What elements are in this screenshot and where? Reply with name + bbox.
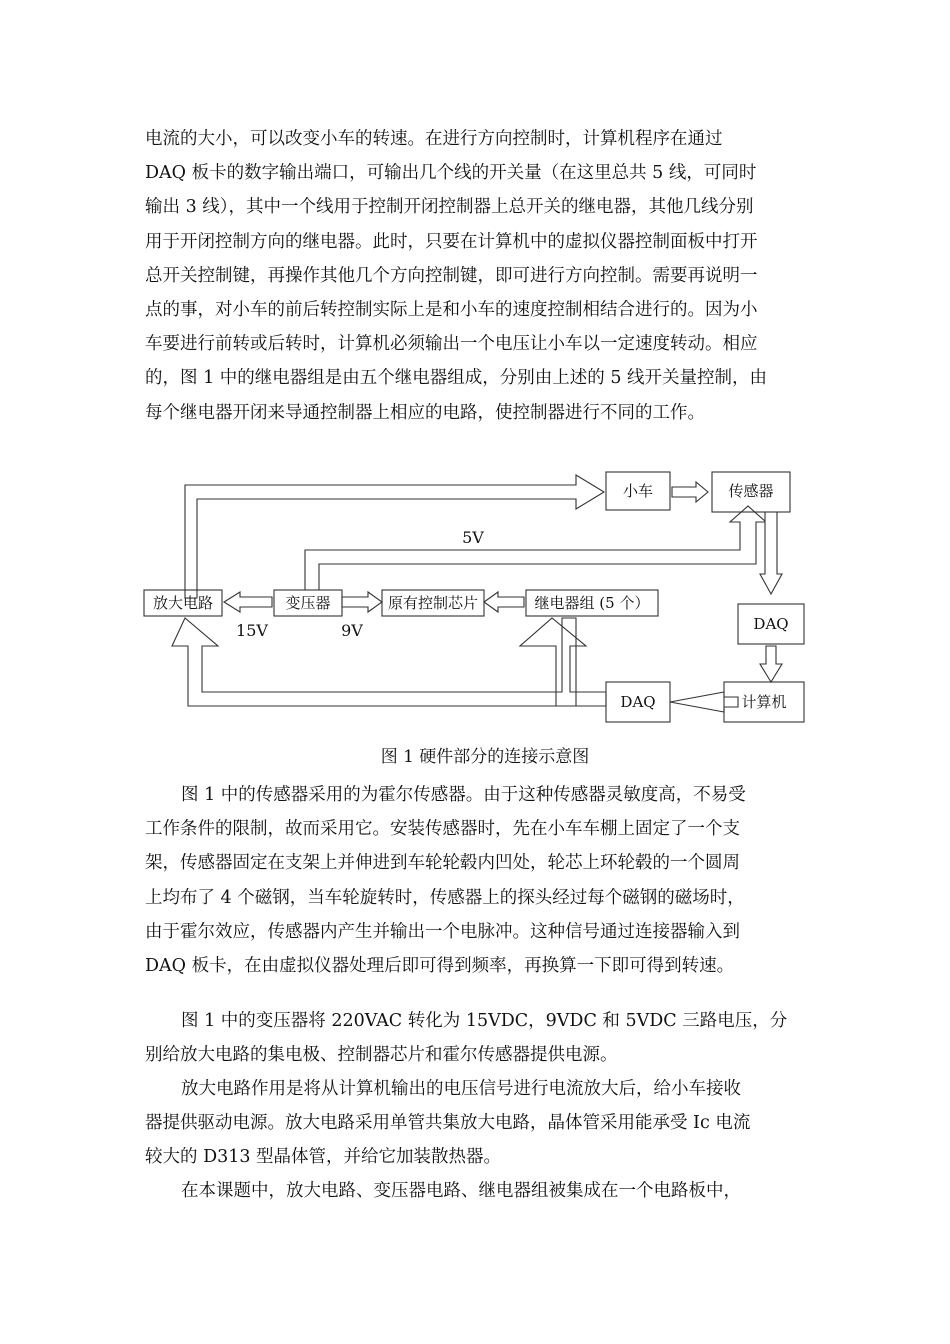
text-line: 点的事，对小车的前后转控制实际上是和小车的速度控制相结合进行的。因为小 <box>145 299 758 320</box>
arrow-relay-to-amp <box>172 618 576 706</box>
text-line: 每个继电器开闭来导通控制器上相应的电路，使控制器进行不同的工作。 <box>145 402 705 423</box>
text-line: 上均布了 4 个磁钢，当车轮旋转时，传感器上的探头经过每个磁钢的磁场时， <box>145 887 745 908</box>
label-daq-bottom: DAQ <box>620 693 656 711</box>
text-line: 由于霍尔效应，传感器内产生并输出一个电脉冲。这种信号通过连接器输入到 <box>145 921 740 942</box>
text-line: 总开关控制键，再操作其他几个方向控制键，即可进行方向控制。需要再说明一 <box>145 265 758 286</box>
text-line: 别给放大电路的集电极、控制器芯片和霍尔传感器提供电源。 <box>145 1045 618 1066</box>
paragraph-5 <box>145 1174 825 1208</box>
text-line: 车要进行前转或后转时，计算机必须输出一个电压让小车以一定速度转动。相应 <box>145 334 758 355</box>
paragraph-4 <box>145 1072 825 1175</box>
text-line: 的，图 1 中的继电器组是由五个继电器组成，分别由上述的 5 线开关量控制，由 <box>145 368 768 389</box>
arrow-car-to-sensor <box>672 482 708 502</box>
label-sensor: 传感器 <box>728 482 774 500</box>
text-line: DAQ 板卡，在由虚拟仪器处理后即可得到频率，再换算一下即可得到转速。 <box>145 955 735 976</box>
figure-caption: 图 1 硬件部分的连接示意图 <box>380 747 590 767</box>
arrow-transformer-to-amp <box>224 592 272 612</box>
label-chip: 原有控制芯片 <box>387 594 479 612</box>
text-line: 较大的 D313 型晶体管，并给它加装散热器。 <box>145 1147 502 1168</box>
arrow-transformer-to-chip <box>342 592 382 612</box>
label-amplifier: 放大电路 <box>152 594 214 612</box>
text-line: 架，传感器固定在支架上并伸进到车轮轮毂内凹处，轮芯上环轮毂的一个圆周 <box>145 853 740 874</box>
text-line: 工作条件的限制，故而采用它。安装传感器时，先在小车车棚上固定了一个支 <box>145 819 740 840</box>
arrow-amp-to-car <box>185 475 604 598</box>
label-daq-right: DAQ <box>753 615 789 633</box>
text-line: 用于开闭控制方向的继电器。此时，只要在计算机中的虚拟仪器控制面板中打开 <box>145 231 758 252</box>
label-5v: 5V <box>462 528 484 547</box>
arrow-daq-to-relay <box>520 618 606 706</box>
arrow-relay-to-chip <box>484 592 524 612</box>
hardware-connection-diagram <box>140 468 820 730</box>
text-line: 电流的大小，可以改变小车的转速。在进行方向控制时，计算机程序在通过 <box>145 129 723 149</box>
label-15v: 15V <box>236 621 268 640</box>
paragraph-2 <box>145 778 825 983</box>
paragraph-1 <box>145 122 825 430</box>
label-computer: 计算机 <box>741 693 787 711</box>
text-line: 在本课题中，放大电路、变压器电路、继电器组被集成在一个电路板中， <box>181 1181 741 1201</box>
arrow-daq-to-computer <box>760 646 782 682</box>
text-line: 图 1 中的传感器采用的为霍尔传感器。由于这种传感器灵敏度高，不易受 <box>181 785 746 805</box>
text-line: 器提供驱动电源。放大电路采用单管共集放大电路，晶体管采用能承受 Ic 电流 <box>145 1113 751 1134</box>
figure-1-diagram <box>140 468 820 730</box>
text-line: 放大电路作用是将从计算机输出的电压信号进行电流放大后，给小车接收 <box>181 1079 741 1099</box>
paragraph-3 <box>145 1004 825 1072</box>
text-line: 输出 3 线），其中一个线用于控制开闭控制器上总开关的继电器，其他几线分别 <box>145 197 754 218</box>
label-9v: 9V <box>341 621 363 640</box>
label-relay: 继电器组 (5 个） <box>534 594 650 612</box>
text-line: 图 1 中的变压器将 220VAC 转化为 15VDC，9VDC 和 5VDC 三路电压，分 <box>181 1011 788 1031</box>
label-transformer: 变压器 <box>285 594 331 612</box>
label-car: 小车 <box>622 482 654 500</box>
text-line: DAQ 板卡的数字输出端口，可输出几个线的开关量（在这里总共 5 线，可同时 <box>145 163 757 184</box>
arrow-computer-to-daq <box>670 692 738 712</box>
arrow-5v-to-sensor <box>305 506 766 590</box>
arrow-sensor-to-daq <box>760 512 782 594</box>
